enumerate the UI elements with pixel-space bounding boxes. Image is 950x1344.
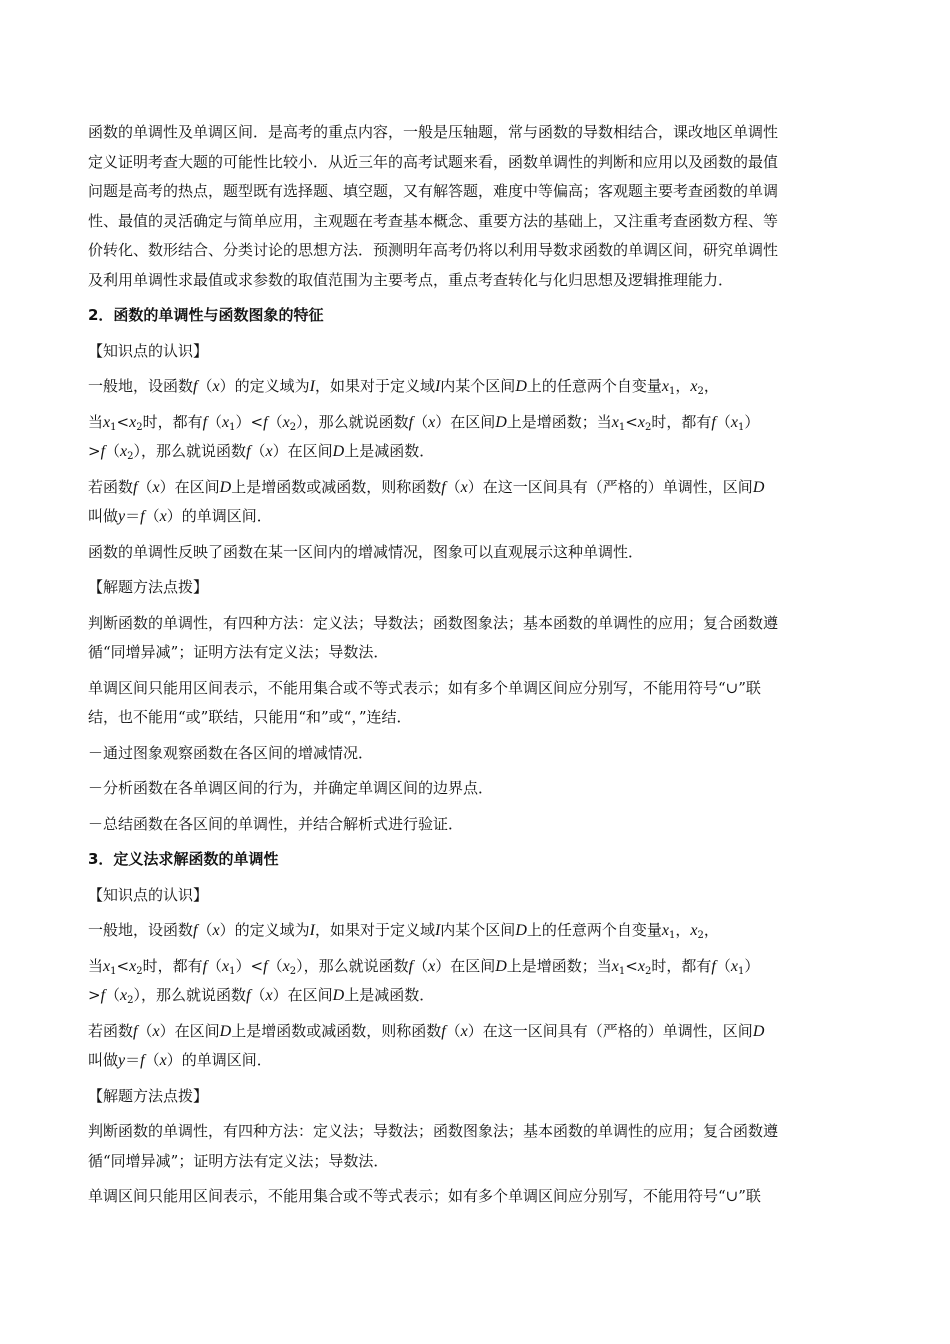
intro-line: 及利用单调性求最值或求参数的取值范围为主要考点，重点考查转化与化归思想及逻辑推理能力． bbox=[88, 270, 734, 289]
section2-method-label: 【解题方法点拨】 bbox=[88, 578, 209, 596]
bullet-item: －总结函数在各区间的单调性，并结合解析式进行验证． bbox=[88, 814, 464, 833]
document-page bbox=[88, 118, 863, 1212]
intro-line: 定义证明考查大题的可能性比较小．从近三年的高考试题来看，函数单调性的判断和应用以及函数的最值 bbox=[88, 152, 779, 171]
intro-line: 价转化、数形结合、分类讨论的思想方法．预测明年高考仍将以利用导数求函数的单调区间，研究单调性 bbox=[88, 241, 779, 259]
section2-heading: 2．函数的单调性与函数图象的特征 bbox=[88, 306, 324, 324]
interval-line: 单调区间只能用区间表示，不能用集合或不等式表示；如有多个单调区间应分别写，不能用符号“∪”联 bbox=[88, 1187, 761, 1205]
section3-heading: 3．定义法求解函数的单调性 bbox=[88, 850, 279, 868]
definition-line-3: $>f(x_2)$，那么就说函数f（x）在区间D上是减函数． bbox=[88, 986, 435, 1006]
intro-line: 问题是高考的热点，题型既有选择题、填空题，又有解答题，难度中等偏高；客观题主要考查函数的单调 bbox=[88, 182, 779, 200]
definition-line-4: 若函数f（x）在区间D上是增函数或减函数，则称函数f（x）在这一区间具有（严格的）单调性，区间D bbox=[88, 477, 765, 496]
definition-line-1: 一般地，设函数f（x）的定义域为I，如果对于定义域I内某个区间D上的任意两个自变量$x_1$，$x_2$， bbox=[88, 921, 719, 941]
definition-line-5: 叫做y＝f（x）的单调区间． bbox=[88, 1051, 272, 1069]
section2-knowledge-label: 【知识点的认识】 bbox=[88, 341, 209, 360]
interval-line: 单调区间只能用区间表示，不能用集合或不等式表示；如有多个单调区间应分别写，不能用符号“∪”联 bbox=[88, 678, 761, 697]
definition-line-2: 当$x_1<x_2$时，都有$f(x_1)<f(x_2)$，那么就说函数f（x）在区间D上是增函数；当$x_1<x_2$时，都有$f(x_1)$ bbox=[88, 956, 760, 977]
section3-knowledge-label: 【知识点的认识】 bbox=[88, 885, 209, 904]
method-line: 判断函数的单调性，有四种方法：定义法；导数法；函数图象法；基本函数的单调性的应用；复合函数遵 bbox=[88, 1122, 779, 1140]
definition-line-2: 当$x_1<x_2$时，都有$f(x_1)<f(x_2)$，那么就说函数f（x）在区间D上是增函数；当$x_1<x_2$时，都有$f(x_1)$ bbox=[88, 412, 760, 433]
definition-line-1: 一般地，设函数f（x）的定义域为I，如果对于定义域I内某个区间D上的任意两个自变量$x_1$，$x_2$， bbox=[88, 377, 719, 397]
bullet-item: －通过图象观察函数在各区间的增减情况． bbox=[88, 743, 374, 762]
definition-line-4: 若函数f（x）在区间D上是增函数或减函数，则称函数f（x）在这一区间具有（严格的）单调性，区间D bbox=[88, 1021, 765, 1040]
method-line: 循“同增异减”；证明方法有定义法；导数法． bbox=[88, 1151, 389, 1170]
bullet-item: －分析函数在各单调区间的行为，并确定单调区间的边界点． bbox=[88, 779, 494, 797]
intro-paragraph bbox=[88, 118, 863, 295]
intro-line: 性、最值的灵活确定与简单应用，主观题在考查基本概念、重要方法的基础上，又注重考查函数方程、等 bbox=[88, 211, 779, 230]
method-line: 判断函数的单调性，有四种方法：定义法；导数法；函数图象法；基本函数的单调性的应用；复合函数遵 bbox=[88, 613, 779, 632]
definition-line-3: $>f(x_2)$，那么就说函数f（x）在区间D上是减函数． bbox=[88, 442, 435, 462]
interval-line: 结，也不能用“或”联结，只能用“和”或“，”连结． bbox=[88, 708, 412, 726]
intro-line: 函数的单调性及单调区间．是高考的重点内容，一般是压轴题，常与函数的导数相结合，课改地区单调性 bbox=[88, 123, 779, 141]
definition-line-5: 叫做y＝f（x）的单调区间． bbox=[88, 507, 272, 525]
method-line: 循“同增异减”；证明方法有定义法；导数法． bbox=[88, 643, 389, 661]
section3-method-label: 【解题方法点拨】 bbox=[88, 1086, 209, 1105]
reflect-line: 函数的单调性反映了函数在某一区间内的增减情况，图象可以直观展示这种单调性． bbox=[88, 542, 644, 561]
